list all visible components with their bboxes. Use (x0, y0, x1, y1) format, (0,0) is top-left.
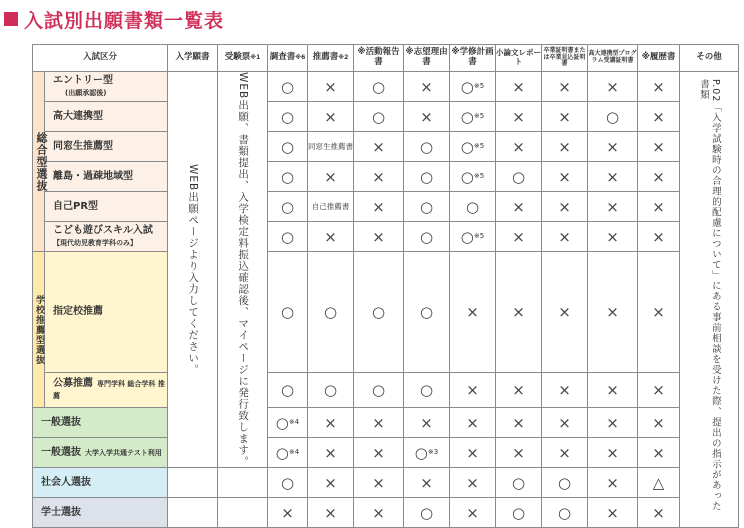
cell-mark: × (638, 102, 680, 132)
exam-ticket-cell (218, 468, 268, 498)
row-label: 公募推薦 専門学科 総合学科 推薦 (45, 372, 168, 408)
cell-mark: × (588, 222, 638, 252)
header-program-cert: 高大連携型プログラム受講証明書 (588, 45, 638, 72)
cell-mark: × (588, 192, 638, 222)
cell-mark: ○ (542, 498, 588, 528)
cell-mark: × (588, 468, 638, 498)
cell-mark: ○ (354, 372, 404, 408)
cell-mark: ○ (268, 468, 308, 498)
cell-mark: ○ (268, 102, 308, 132)
cell-mark: ○ (404, 498, 450, 528)
table-row (33, 372, 739, 408)
cell-mark: ○ (404, 222, 450, 252)
application-cell (168, 498, 218, 528)
cell-mark: × (542, 192, 588, 222)
cell-mark: × (354, 222, 404, 252)
cell-mark: × (588, 162, 638, 192)
cell-mark: × (542, 372, 588, 408)
cell-mark: × (308, 498, 354, 528)
cell-mark: × (308, 468, 354, 498)
cell-mark: × (638, 498, 680, 528)
cell-mark: ○$^{※5}$ (450, 162, 496, 192)
row-label: 指定校推薦 (45, 252, 168, 373)
cell-mark: × (496, 408, 542, 438)
row-label: 一般選抜 (33, 408, 168, 438)
row-label: こども遊びスキル入試 【現代幼児教育学科のみ】 (45, 222, 168, 252)
table-row (33, 438, 739, 468)
row-label: 高大連携型 (45, 102, 168, 132)
cell-mark: ○ (354, 72, 404, 102)
header-report: 調査書※6 (268, 45, 308, 72)
cell-mark: ○ (496, 162, 542, 192)
cell-mark: × (638, 408, 680, 438)
exam-ticket-note: WEB出願、書類提出、入学検定料振込確認後、マイページに発行致します。 (218, 72, 268, 468)
cell-mark: ○ (588, 102, 638, 132)
cell-mark: × (638, 372, 680, 408)
cell-mark: × (404, 468, 450, 498)
cell-mark: × (542, 132, 588, 162)
cell-mark: × (638, 252, 680, 373)
application-note: WEB出願ページより入力してください。 (168, 72, 218, 468)
table-row (33, 408, 739, 438)
cell-mark: × (404, 102, 450, 132)
header-exam-ticket: 受験票※1 (218, 45, 268, 72)
cell-mark: × (354, 468, 404, 498)
cell-mark: ○ (354, 102, 404, 132)
application-cell (168, 468, 218, 498)
cell-mark: × (638, 222, 680, 252)
cell-mark: × (308, 162, 354, 192)
row-label: 学士選抜 (33, 498, 168, 528)
other-note: P.02「入学試験時の合理的配慮について」にある事前相談を受けた際、提出の指示があった書類 (680, 72, 739, 528)
cell-mark: × (496, 222, 542, 252)
cell-mark: △ (638, 468, 680, 498)
cell-mark: × (496, 192, 542, 222)
cell-mark: × (450, 372, 496, 408)
page-title (4, 6, 224, 32)
note-marker: ※5 (474, 232, 484, 240)
cell-mark: × (496, 252, 542, 373)
cell-mark: ○ (404, 192, 450, 222)
cell-mark: × (542, 222, 588, 252)
cell-mark: × (308, 72, 354, 102)
table-row (33, 162, 739, 192)
cell-mark: ○ (404, 252, 450, 373)
cell-mark: × (542, 408, 588, 438)
header-activity: ※活動報告書 (354, 45, 404, 72)
title-square-icon (4, 12, 18, 26)
row-label: 一般選抜 大学入学共通テスト利用 (33, 438, 168, 468)
cell-mark: ○ (268, 192, 308, 222)
cell-text: 同窓生推薦書 (308, 132, 354, 162)
row-label: 社会人選抜 (33, 468, 168, 498)
header-other: その他 (680, 45, 739, 72)
cell-mark: ○ (268, 222, 308, 252)
cell-mark: × (588, 408, 638, 438)
header-plan: ※学修計画書 (450, 45, 496, 72)
cell-mark: × (638, 132, 680, 162)
cell-mark: × (542, 72, 588, 102)
cell-mark: × (542, 162, 588, 192)
note-marker: ※4 (289, 448, 299, 456)
header-recommendation: 推薦書※2 (308, 45, 354, 72)
table-row (33, 132, 739, 162)
group-senbatsu: 学校推薦型選抜 (33, 252, 45, 408)
row-label: 同窓生推薦型 (45, 132, 168, 162)
table-row (33, 252, 739, 373)
row-label: エントリー型 (出願承認後) (45, 72, 168, 102)
cell-mark: × (308, 102, 354, 132)
cell-mark: × (496, 72, 542, 102)
cell-mark: ○ (268, 72, 308, 102)
cell-mark: × (354, 132, 404, 162)
table-row (33, 192, 739, 222)
note-marker: ※5 (474, 142, 484, 150)
cell-mark: × (308, 222, 354, 252)
cell-mark: ○ (496, 468, 542, 498)
cell-mark: ○ (404, 132, 450, 162)
cell-mark: ○ (354, 252, 404, 373)
cell-mark: × (354, 408, 404, 438)
cell-mark: × (404, 72, 450, 102)
table-row (33, 498, 739, 528)
header-category: 入試区分 (33, 45, 168, 72)
cell-mark: × (638, 192, 680, 222)
cell-mark: ○ (542, 468, 588, 498)
cell-mark: ○$^{※5}$ (450, 72, 496, 102)
note-marker: ※3 (428, 448, 438, 456)
cell-mark: ○$^{※5}$ (450, 102, 496, 132)
row-label: 離島・過疎地域型 (45, 162, 168, 192)
cell-mark: × (450, 252, 496, 373)
cell-mark: ○ (496, 498, 542, 528)
cell-mark: ○ (308, 372, 354, 408)
cell-mark: ○$^{※5}$ (450, 222, 496, 252)
cell-mark: × (354, 498, 404, 528)
cell-mark: × (450, 498, 496, 528)
cell-mark: ○ (268, 372, 308, 408)
cell-mark: ○$^{※4}$ (268, 408, 308, 438)
cell-mark: × (450, 438, 496, 468)
table-row (33, 222, 739, 252)
cell-mark: × (542, 252, 588, 373)
cell-mark: ○ (450, 192, 496, 222)
cell-mark: × (588, 132, 638, 162)
cell-mark: × (588, 438, 638, 468)
cell-mark: × (542, 438, 588, 468)
title-text: 入試別出願書類一覧表 (24, 6, 224, 33)
cell-mark: × (354, 162, 404, 192)
cell-mark: × (450, 408, 496, 438)
cell-mark: ○ (268, 252, 308, 373)
cell-mark: × (588, 498, 638, 528)
cell-mark: × (542, 102, 588, 132)
cell-mark: × (450, 468, 496, 498)
cell-mark: × (588, 252, 638, 373)
header-resume: ※履歴書 (638, 45, 680, 72)
cell-mark: ○$^{※3}$ (404, 438, 450, 468)
cell-mark: × (496, 132, 542, 162)
cell-mark: ○ (268, 132, 308, 162)
cell-mark: × (268, 498, 308, 528)
header-essay: 小論文レポート (496, 45, 542, 72)
cell-mark: × (496, 372, 542, 408)
cell-text: 自己推薦書 (308, 192, 354, 222)
note-marker: ※5 (474, 112, 484, 120)
cell-mark: × (308, 438, 354, 468)
header-reason: ※志望理由書 (404, 45, 450, 72)
cell-mark: × (404, 408, 450, 438)
cell-mark: × (638, 72, 680, 102)
cell-mark: × (638, 438, 680, 468)
cell-mark: ○ (404, 162, 450, 192)
cell-mark: × (496, 102, 542, 132)
row-label: 自己PR型 (45, 192, 168, 222)
cell-mark: ○$^{※5}$ (450, 132, 496, 162)
note-marker: ※5 (474, 172, 484, 180)
exam-ticket-cell (218, 498, 268, 528)
table-row (33, 102, 739, 132)
cell-mark: × (354, 438, 404, 468)
table-row (33, 468, 739, 498)
cell-mark: ○ (268, 162, 308, 192)
group-sogo: 総合型選抜 (33, 72, 45, 252)
note-marker: ※5 (474, 82, 484, 90)
document-table (32, 44, 739, 528)
cell-mark: × (496, 438, 542, 468)
cell-mark: × (308, 408, 354, 438)
cell-mark: × (588, 72, 638, 102)
cell-mark: ○ (404, 372, 450, 408)
header-application: 入学願書 (168, 45, 218, 72)
cell-mark: × (588, 372, 638, 408)
cell-mark: × (638, 162, 680, 192)
header-grad-cert: 卒業証明書または卒業見込証明書 (542, 45, 588, 72)
table-row (33, 72, 739, 102)
note-marker: ※4 (289, 418, 299, 426)
cell-mark: × (354, 192, 404, 222)
cell-mark: ○$^{※4}$ (268, 438, 308, 468)
cell-mark: ○ (308, 252, 354, 373)
